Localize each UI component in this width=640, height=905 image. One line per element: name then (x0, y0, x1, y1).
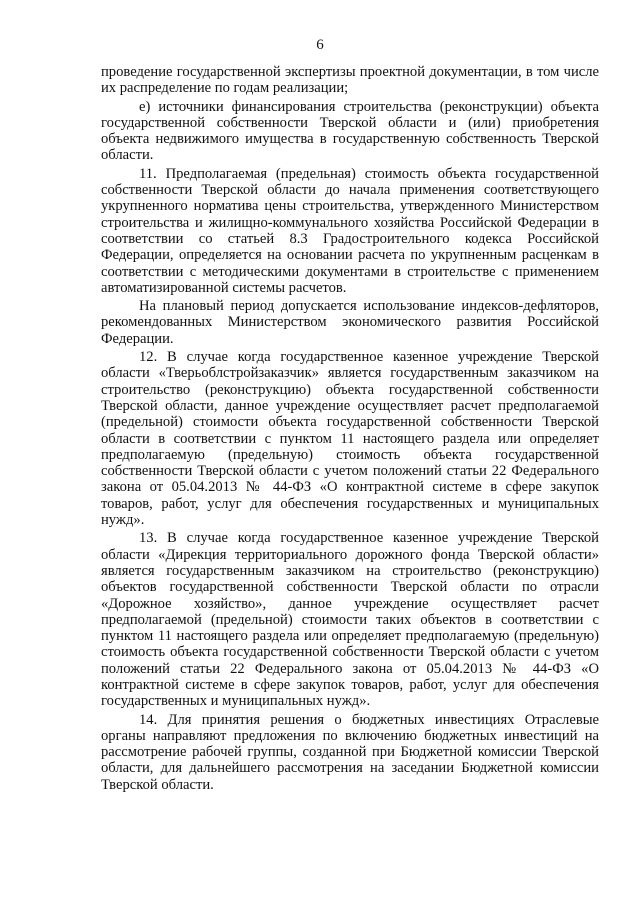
paragraph-13-road-fund-directorate: 13. В случае когда государственное казенное учреждение Тверской области «Дирекция территориального дорожного фонда Тверской области» является государственным заказчиком на строительство (реконструкцию) объектов государственной собственности Тверской области по отрасли «Дорожное хозяйство», данное учреждение осуществляет расчет предполагаемой (предельной) стоимости таких объектов в соответствии с пунктом 11 настоящего раздела или определяет предполагаемую (предельную) стоимость объекта государственной собственности Тверской области с учетом положений статьи 22 Федерального закона от 05.04.2013 № 44-ФЗ «О контрактной системе в сфере закупок товаров, работ, услуг для обеспечения государственных и муниципальных нужд». (101, 530, 599, 710)
paragraph-14-budget-investments: 14. Для принятия решения о бюджетных инвестициях Отраслевые органы направляют предложения по включению бюджетных инвестиций на рассмотрение рабочей группы, созданной при Бюджетной комиссии Тверской области, для дальнейшего рассмотрения на заседании Бюджетной комиссии Тверской области. (101, 711, 599, 793)
paragraph-11-estimated-cost: 11. Предполагаемая (предельная) стоимость объекта государственной собственности Тверской области до начала применения соответствующего укрупненного норматива цены строительства, утвержденного Министерством строительства и жилищно-коммунального хозяйства Российской Федерации в соответствии со статьей 8.3 Градостроительного кодекса Российской Федерации, определяется на основании расчета по укрупненным расценкам в соответствии с методическими документами в строительстве с применением автоматизированной системы расчетов. (101, 165, 599, 296)
paragraph-deflator-indexes: На плановый период допускается использование индексов-дефляторов, рекомендованных Министерством экономического развития Российской Федерации. (101, 298, 599, 347)
paragraph-item-e-financing-sources: е) источники финансирования строительства (реконструкции) объекта государственной собственности Тверской области и (или) приобретения объекта недвижимого имущества в государственную собственность Тверской области. (101, 98, 599, 164)
page-number: 6 (316, 37, 324, 53)
paragraph-12-tveroblstroyzakazchik: 12. В случае когда государственное казенное учреждение Тверской области «Тверьоблстройзаказчик» является государственным заказчиком на строительство (реконструкцию) объекта государственной собственности Тверской области, данное учреждение осуществляет расчет предполагаемой (предельной) стоимости объекта государственной собственности Тверской области в соответствии с пунктом 11 настоящего раздела или определяет предполагаемую (предельную) стоимость объекта государственной собственности Тверской области с учетом положений статьи 22 Федерального закона от 05.04.2013 № 44-ФЗ «О контрактной системе в сфере закупок товаров, работ, услуг для обеспечения государственных и муниципальных нужд». (101, 349, 599, 529)
document-body (101, 64, 599, 795)
paragraph-continuation: проведение государственной экспертизы проектной документации, в том числе их распределение по годам реализации; (101, 64, 599, 97)
